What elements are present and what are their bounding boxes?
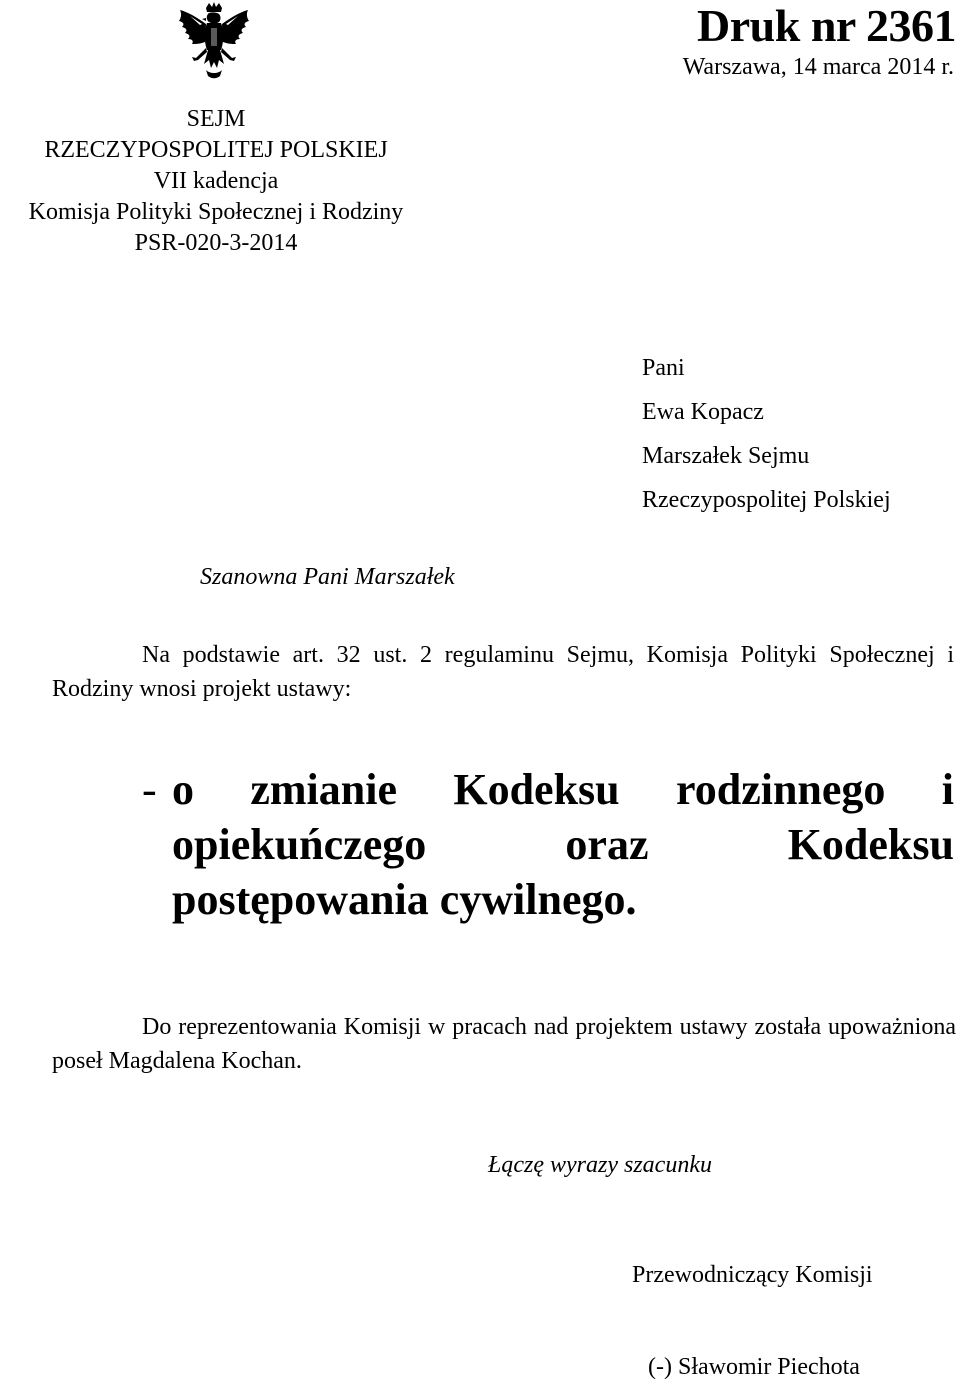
addressee-line: Rzeczypospolitej Polskiej — [642, 487, 891, 513]
sender-line: Komisja Polityki Społecznej i Rodziny — [28, 199, 404, 225]
intro-paragraph: Na podstawie art. 32 ust. 2 regulaminu Sejmu, Komisja Polityki Społecznej i Rodziny wnosi projekt ustawy: — [52, 642, 954, 702]
addressee-block — [642, 346, 891, 522]
closing-phrase: Łączę wyrazy szacunku — [488, 1152, 712, 1178]
addressee-line: Pani — [642, 355, 685, 381]
print-number: Druk nr 2361 — [697, 0, 956, 51]
signatory-name: (-) Sławomir Piechota — [648, 1354, 860, 1380]
sender-line: SEJM — [186, 106, 246, 132]
representation-paragraph: Do reprezentowania Komisji w pracach nad projektem ustawy została upoważniona poseł Magdalena Kochan. — [52, 1014, 956, 1074]
polish-eagle-emblem-icon — [176, 2, 252, 80]
addressee-line: Marszałek Sejmu — [642, 443, 810, 469]
signatory-role: Przewodniczący Komisji — [632, 1262, 873, 1288]
addressee-line: Ewa Kopacz — [642, 399, 764, 425]
sender-line: RZECZYPOSPOLITEJ POLSKIEJ — [44, 137, 388, 163]
place-and-date: Warszawa, 14 marca 2014 r. — [682, 54, 954, 80]
bill-title: o zmianie Kodeksu rodzinnego i opiekuńczego oraz Kodeksu postępowania cywilnego. — [172, 765, 954, 924]
bill-dash: - — [142, 765, 157, 814]
sender-line: VII kadencja — [153, 168, 279, 194]
sender-line: PSR-020-3-2014 — [134, 230, 298, 256]
bill-title-block — [142, 762, 954, 927]
salutation: Szanowna Pani Marszałek — [200, 564, 455, 590]
sender-block — [0, 104, 432, 259]
